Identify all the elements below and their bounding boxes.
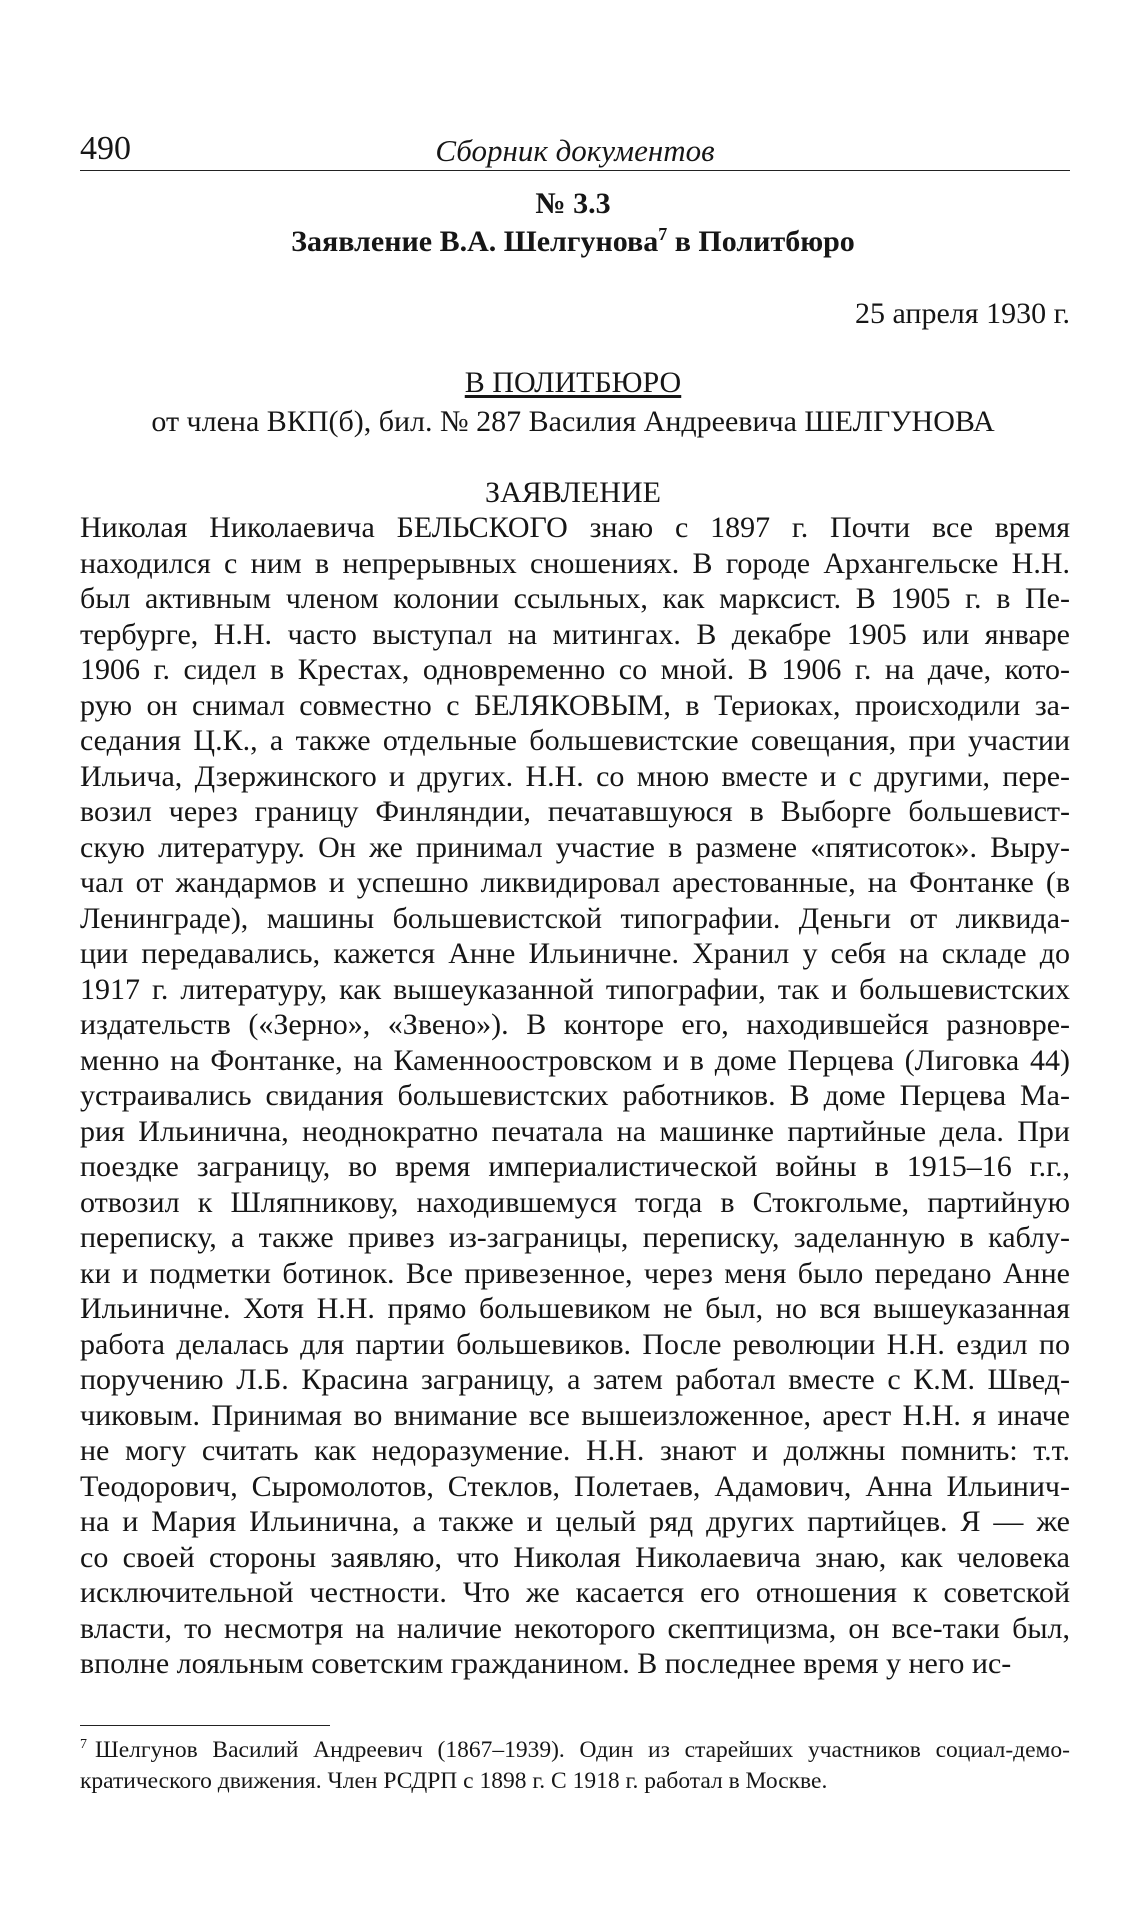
body-line: скую литературу. Он же принимал участие в размене «пятисоток». Выру- xyxy=(80,830,1070,864)
document-title-text: Заявление В.А. Шелгунова xyxy=(291,225,659,258)
page-header xyxy=(80,118,1070,171)
body-line: устраивались свидания большевистских работников. В доме Перцева Ма- xyxy=(80,1079,1070,1112)
footnote xyxy=(80,1735,1070,1797)
body-line: чиковым. Принимая во внимание все вышеизложенное, арест Н.Н. я иначе xyxy=(80,1398,1070,1432)
body-line: рия Ильинична, неоднократно печатала на машинке партийные дела. При xyxy=(80,1114,1070,1148)
body-line: власти, то несмотря на наличие некоторого скептицизма, он все-таки был, xyxy=(80,1611,1070,1645)
document-title-suffix: в Политбюро xyxy=(667,225,855,258)
footnote-divider xyxy=(80,1725,330,1726)
body-line: возил через границу Финляндии, печатавшуюся в Выборге большевист- xyxy=(80,795,1070,828)
body-line: тербурге, Н.Н. часто выступал на митингах. В декабре 1905 или январе xyxy=(80,617,1070,651)
body-line: седания Ц.К., а также отдельные большевистские совещания, при участии xyxy=(80,724,1070,757)
body-line: Ленинграде), машины большевистской типографии. Деньги от ликвида- xyxy=(80,901,1070,935)
body-line: работа делалась для партии большевиков. После революции Н.Н. ездил по xyxy=(80,1327,1070,1361)
body-line: на и Мария Ильинична, а также и целый ряд других партийцев. Я — же xyxy=(80,1505,1070,1538)
body-line: Николая Николаевича БЕЛЬСКОГО знаю с 1897 г. Почти все время xyxy=(80,511,1070,544)
body-line: поездке заграницу, во время империалистической войны в 1915–16 г.г., xyxy=(80,1150,1070,1183)
body-line: находился с ним в непрерывных сношениях. В городе Архангельске Н.Н. xyxy=(80,546,1070,580)
footnote-line xyxy=(80,1735,1070,1766)
body-line: Ильича, Дзержинского и других. Н.Н. со мною вместе и с другими, пере- xyxy=(80,759,1070,793)
statement-heading: ЗАЯВЛЕНИЕ xyxy=(485,476,661,509)
body-line: 1906 г. сидел в Крестах, одновременно со мной. В 1906 г. на даче, кото- xyxy=(80,653,1070,686)
body-line: 1917 г. литературу, как вышеуказанной типографии, так и большевистских xyxy=(80,972,1070,1006)
document-title xyxy=(0,224,1146,260)
footnote-marker: 7 xyxy=(80,1737,87,1753)
body-line: отвозил к Шляпникову, находившемуся тогда в Стокгольме, партийную xyxy=(80,1185,1070,1219)
body-line: чал от жандармов и успешно ликвидировал арестованные, на Фонтанке (в xyxy=(80,866,1070,899)
body-line: Теодорович, Сыромолотов, Стеклов, Полетаев, Адамович, Анна Ильинич- xyxy=(80,1469,1070,1503)
addressee: В ПОЛИТБЮРО xyxy=(464,366,682,399)
statement-body xyxy=(80,510,1070,1682)
body-line: исключительной честности. Что же касается его отношения к советской xyxy=(80,1576,1070,1609)
body-line: ки и подметки ботинок. Все привезенное, через меня было передано Анне xyxy=(80,1256,1070,1290)
footnote-line: кратического движения. Член РСДРП с 1898 г. С 1918 г. работал в Москве. xyxy=(80,1768,828,1794)
body-line: вполне лояльным советским гражданином. В последнее время у него ис- xyxy=(80,1647,1012,1680)
body-line: был активным членом колонии ссыльных, как марксист. В 1905 г. в Пе- xyxy=(80,582,1070,615)
body-line: рую он снимал совместно с БЕЛЯКОВЫМ, в Териоках, происходили за- xyxy=(80,688,1070,722)
body-line: Ильиничне. Хотя Н.Н. прямо большевиком не был, но вся вышеуказанная xyxy=(80,1292,1070,1325)
body-line: поручению Л.Б. Красина заграницу, а затем работал вместе с К.М. Швед- xyxy=(80,1363,1070,1396)
footnote-text: Шелгунов Василий Андреевич (1867–1939). Один из старейших участников социал-демо- xyxy=(95,1737,1070,1763)
body-line: менно на Фонтанке, на Каменноостровском и в доме Перцева (Лиговка 44) xyxy=(80,1043,1070,1077)
page-number: 490 xyxy=(80,130,131,167)
body-line: переписку, а также привез из-заграницы, переписку, заделанную в каблу- xyxy=(80,1221,1070,1254)
body-line: не могу считать как недоразумение. Н.Н. знают и должны помнить: т.т. xyxy=(80,1434,1070,1467)
body-line: издательств («Зерно», «Звено»). В конторе его, находившейся разновре- xyxy=(80,1008,1070,1041)
document-number: № 3.3 xyxy=(535,187,611,220)
body-line: ции передавались, кажется Анне Ильиничне. Хранил у себя на складе до xyxy=(80,937,1070,970)
body-line: со своей стороны заявляю, что Николая Николаевича знаю, как человека xyxy=(80,1540,1070,1574)
footnote-reference: 7 xyxy=(658,224,668,244)
document-date: 25 апреля 1930 г. xyxy=(855,297,1070,330)
running-title: Сборник документов xyxy=(435,133,715,168)
sender-line: от члена ВКП(б), бил. № 287 Василия Андреевича ШЕЛГУНОВА xyxy=(151,405,995,438)
